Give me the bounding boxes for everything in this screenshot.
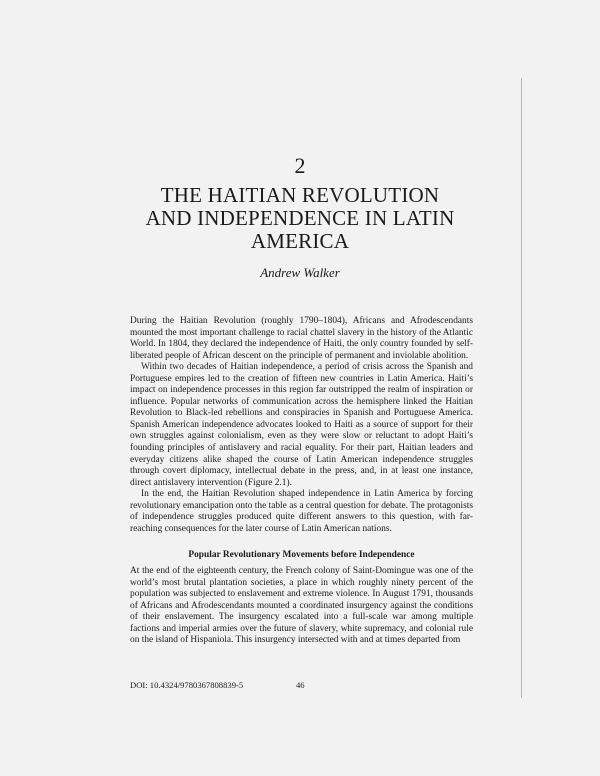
chapter-title <box>120 184 480 253</box>
page-number: 46 <box>296 680 305 690</box>
author-name: Andrew Walker <box>260 265 340 280</box>
chapter-title-line: AND INDEPENDENCE IN LATIN <box>145 206 455 230</box>
paragraph: At the end of the eighteenth century, the French colony of Saint-Domingue was one of the world’s most brutal plantation societies, a place in which roughly ninety percent of the population was subjected to enslavement and extreme violence. In August 1791, thousands of Africans and Afrodescendants mounted a coordinated insurgency against the conditions of their enslavement. The insurgency escalated into a full-scale war among multiple factions and imperial armies over the future of slavery, white supremacy, and colonial rule on the island of Hispaniola. This insurgency intersected with and at times departed from <box>130 566 473 646</box>
chapter-number: 2 <box>294 153 306 178</box>
paragraph: During the Haitian Revolution (roughly 1790–1804), Africans and Afrodescendants mounted the most important challenge to racial chattel slavery in the history of the Atlantic World. In 1804, they declared the independence of Haiti, the only country founded by self-liberated people of African descent on the principle of permanent and inviolable abolition. <box>130 316 473 361</box>
intro-text <box>130 316 473 535</box>
chapter-title-line: THE HAITIAN REVOLUTION <box>160 183 440 207</box>
chapter-title-line: AMERICA <box>250 229 350 253</box>
doi-text: DOI: 10.4324/9780367808839-5 <box>130 680 244 690</box>
section-text <box>130 566 473 647</box>
paragraph: In the end, the Haitian Revolution shaped independence in Latin America by forcing revolutionary emancipation onto the table as a central question for debate. The protagonists of independence struggles produced quite different answers to this question, with far-reaching consequences for the later course of Latin American nations. <box>130 489 473 534</box>
paragraph: Within two decades of Haitian independence, a period of crisis across the Spanish and Portuguese empires led to the creation of fifteen new countries in Latin America. Haiti’s impact on independence processes in this region far outstripped the realm of inspiration or influence. Popular networks of communication across the hemisphere linked the Haitian Revolution to Black-led rebellions and conspiracies in Spanish and Portuguese America. Spanish American independence advocates looked to Haiti as a source of support for their own struggles against colonialism, even as they were slow or reluctant to adopt Haiti’s founding principles of antislavery and racial equality. For their part, Haitian leaders and everyday citizens alike shaped the course of Latin American independence struggles through covert diplomacy, intellectual debate in the press, and, in at least one instance, direct antislavery intervention (Figure 2.1). <box>130 362 473 488</box>
section-heading: Popular Revolutionary Movements before Independence <box>188 550 415 560</box>
